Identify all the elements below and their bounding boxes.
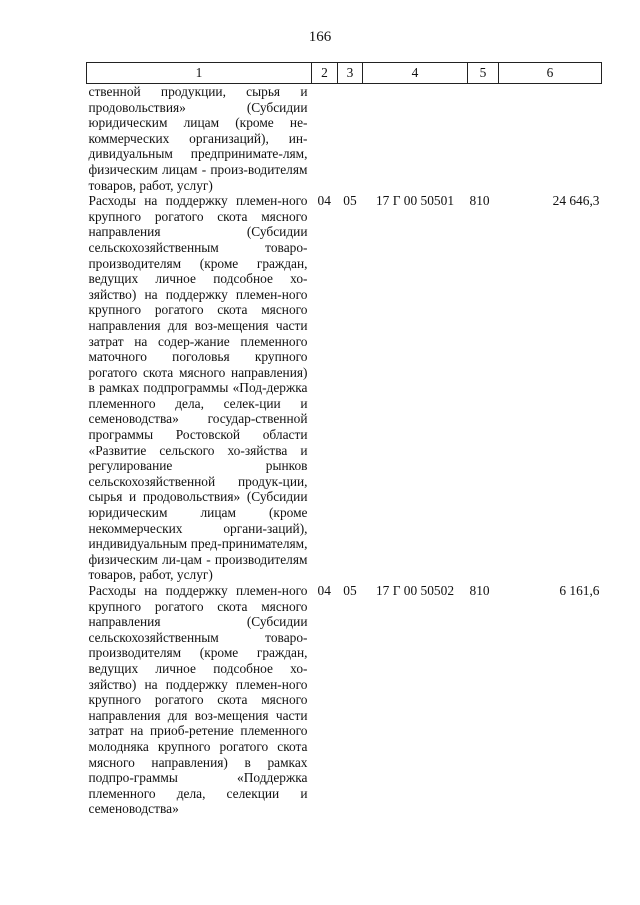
row-target-article <box>363 84 468 194</box>
header-col-2: 2 <box>312 63 338 84</box>
table-row <box>87 193 602 583</box>
row-subsection: 05 <box>343 583 357 598</box>
row-amount <box>499 84 602 194</box>
table-header <box>87 63 602 84</box>
header-row <box>87 63 602 84</box>
header-col-5: 5 <box>468 63 499 84</box>
row-section <box>312 84 338 194</box>
table-row-continuation <box>87 84 602 194</box>
budget-table <box>86 62 602 817</box>
row-section: 04 <box>317 193 331 209</box>
row-amount: 6 161,6 <box>559 583 600 598</box>
row-description: Расходы на поддержку племен-ного крупного рогатого скота мясного направления (Субсидии сельскохозяйственным товаро-производителям (кроме граждан, ведущих личное подсобное хо-зяйство) на поддержку племен-ного крупного рогатого скота мясного направления для воз-мещения части затрат на содер-жание племенного маточного поголовья крупного рогатого скота мясного направления) в рамках подпрограммы «Под-держка племенного дела, селек-ции и семеноводства» государ-ственной программы Ростовской области «Развитие сельского хо-зяйства и регулирование рынков сельскохозяйственной продук-ции, сырья и продовольствия» (Субсидии юридическим лицам (кроме некоммерческих органи-заций), индивидуальным пред-принимателям, физическим ли-цам - производителям товаров, работ, услуг) <box>88 193 308 583</box>
header-col-4: 4 <box>363 63 468 84</box>
row-description: ственной продукции, сырья и продовольствия» (Субсидии юридическим лицам (кроме не-коммерческих организаций), ин-дивидуальным предпринимате-лям, физическим лицам - произ-водителям товаров, работ, услуг) <box>88 84 308 193</box>
page-number: 166 <box>308 29 332 45</box>
header-col-1: 1 <box>87 63 312 84</box>
row-amount: 24 646,3 <box>552 193 600 209</box>
header-col-3: 3 <box>338 63 363 84</box>
header-col-6: 6 <box>499 63 602 84</box>
table-body <box>87 84 602 817</box>
row-section: 04 <box>317 583 331 598</box>
table-row <box>87 583 602 817</box>
row-target-article: 17 Г 00 50501 <box>375 193 455 209</box>
row-subsection: 05 <box>343 193 357 209</box>
row-description: Расходы на поддержку племен-ного крупного рогатого скота мясного направления (Субсидии сельскохозяйственным товаро-производителям (кроме граждан, ведущих личное подсобное хо-зяйство) на поддержку племен-ного крупного рогатого скота мясного направления для воз-мещения части затрат на приоб-ретение племенного молодняка крупного рогатого скота мясного направления) в рамках подпро-граммы «Поддержка племенного дела, селекции и семеноводства» <box>88 583 308 817</box>
row-expense-type: 810 <box>469 193 490 209</box>
row-expense-type <box>468 84 499 194</box>
row-subsection <box>338 84 363 194</box>
row-expense-type: 810 <box>469 583 490 598</box>
row-target-article: 17 Г 00 50502 <box>375 583 455 598</box>
